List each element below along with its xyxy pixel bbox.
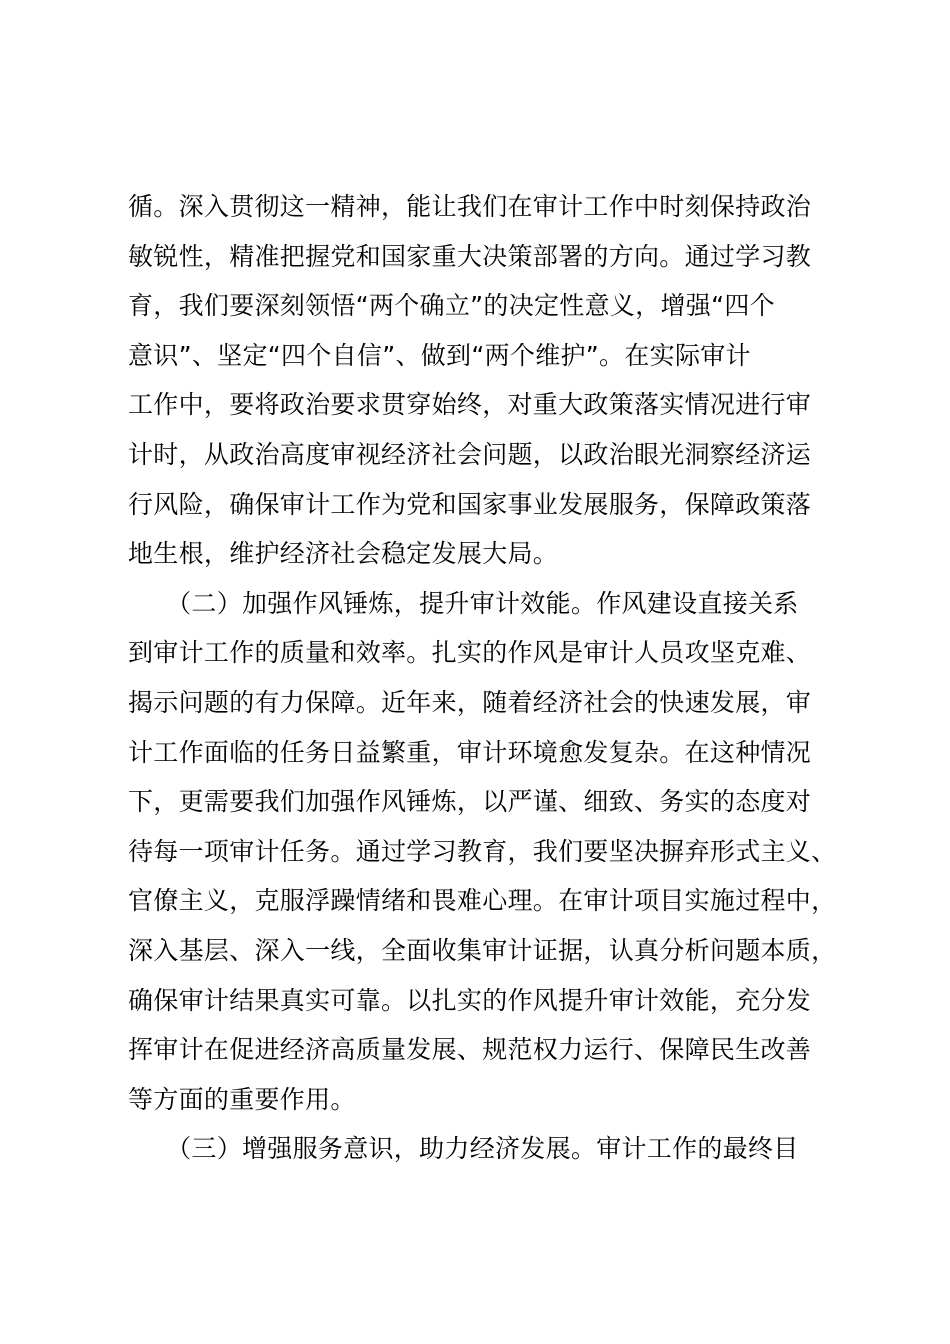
section-heading-line: （二）加强作风锤炼，提升审计效能。作风建设直接关系: [128, 588, 799, 618]
text-line: 意识”、坚定“四个自信”、做到“两个维护”。在实际审计: [128, 340, 751, 370]
text-line: 待每一项审计任务。通过学习教育，我们要坚决摒弃形式主义、: [128, 836, 837, 866]
text-line: 深入基层、深入一线，全面收集审计证据，认真分析问题本质，: [128, 935, 837, 965]
text-line: 计时，从政治高度审视经济社会问题，以政治眼光洞察经济运: [128, 439, 812, 469]
body-text: [128, 182, 848, 1174]
text-line: 地生根，维护经济社会稳定发展大局。: [128, 539, 559, 569]
text-line: 工作中，要将政治要求贯穿始终，对重大政策落实情况进行审: [128, 390, 812, 420]
text-line: 揭示问题的有力保障。近年来，随着经济社会的快速发展，审: [128, 687, 812, 717]
text-line: 行风险，确保审计工作为党和国家事业发展服务，保障政策落: [128, 489, 812, 519]
text-line: 挥审计在促进经济高质量发展、规范权力运行、保障民生改善: [128, 1035, 812, 1065]
text-line: 循。深入贯彻这一精神，能让我们在审计工作中时刻保持政治: [128, 192, 812, 221]
text-line: 敏锐性，精准把握党和国家重大决策部署的方向。通过学习教: [128, 241, 812, 271]
text-line: 官僚主义，克服浮躁情绪和畏难心理。在审计项目实施过程中，: [128, 886, 837, 916]
text-line: 确保审计结果真实可靠。以扎实的作风提升审计效能，充分发: [128, 985, 812, 1015]
text-line: 等方面的重要作用。: [128, 1084, 356, 1114]
text-line: 到审计工作的质量和效率。扎实的作风是审计人员攻坚克难、: [128, 638, 812, 668]
text-line: 育，我们要深刻领悟“两个确立”的决定性意义，增强“四个: [128, 291, 775, 321]
section-heading-line: （三）增强服务意识，助力经济发展。审计工作的最终目: [128, 1134, 799, 1164]
text-line: 下，更需要我们加强作风锤炼，以严谨、细致、务实的态度对: [128, 787, 812, 817]
text-line: 计工作面临的任务日益繁重，审计环境愈发复杂。在这种情况: [128, 737, 812, 767]
